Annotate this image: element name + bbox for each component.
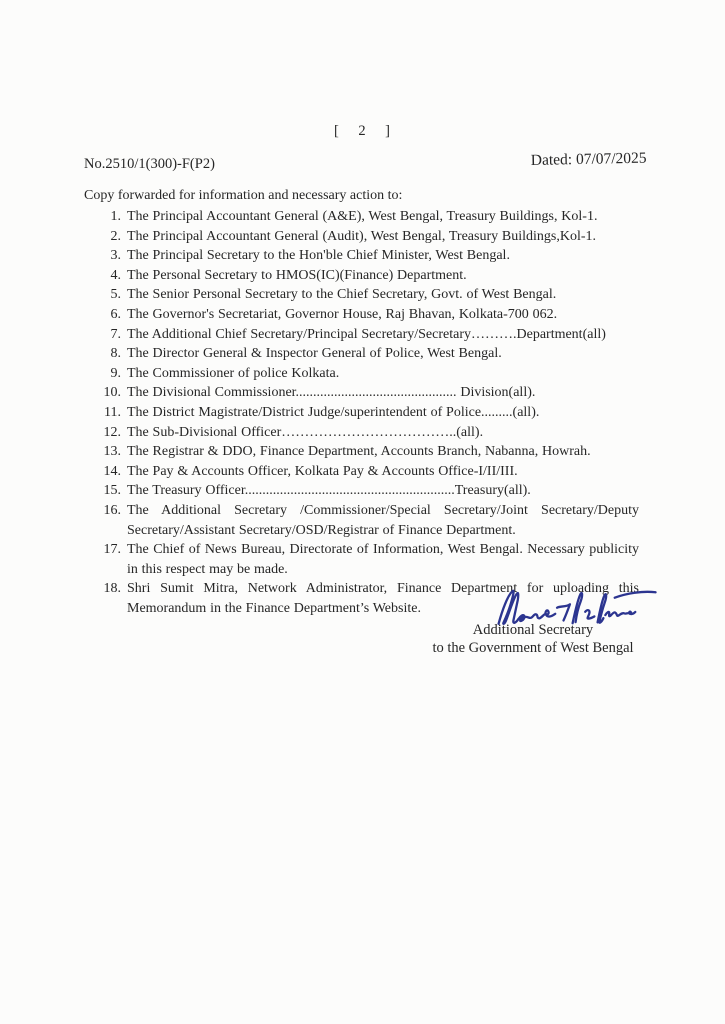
list-item-text: The Personal Secretary to HMOS(IC)(Finance) Department. (127, 267, 467, 283)
list-item (84, 364, 640, 384)
list-item-number: 11. (104, 404, 121, 420)
list-item-number: 14. (103, 463, 121, 479)
list-item-number: 10. (103, 385, 121, 401)
list-item (84, 285, 640, 305)
list-item-text: The Additional Chief Secretary/Principal Secretary/Secretary……….Department(all) (127, 326, 606, 342)
list-item-text: The Registrar & DDO, Finance Department, Accounts Branch, Nabanna, Howrah. (127, 444, 591, 460)
list-item-number: 18. (103, 581, 121, 597)
list-item-number: 9. (110, 365, 121, 381)
list-item-number: 3. (110, 248, 121, 264)
reference-number: No.2510/1(300)-F(P2) (84, 156, 215, 172)
list-item-text: The Treasury Officer............................................................Treasury(all). (127, 483, 531, 499)
list-item (84, 246, 640, 266)
list-item (84, 305, 640, 325)
list-item (84, 383, 640, 403)
forwarding-intro-line: Copy forwarded for information and necessary action to: (84, 188, 403, 203)
list-item-text: The Sub-Divisional Officer………………………………..(all). (127, 424, 484, 440)
list-item (84, 481, 640, 501)
list-item-number: 17. (103, 542, 121, 558)
list-item-number: 16. (103, 502, 121, 518)
list-item (84, 540, 640, 579)
list-item (84, 501, 640, 540)
list-item-text: Shri Sumit Mitra, Network Administrator, Finance Department for uploading this Memorandum in the Finance Department’s Website. (127, 581, 639, 616)
list-item-text: The Additional Secretary /Commissioner/Special Secretary/Joint Secretary/Deputy Secretary/Assistant Secretary/OSD/Registrar of Finance Department. (127, 502, 639, 538)
list-item-text: The Chief of News Bureau, Directorate of Information, West Bengal. Necessary publicity in this respect may be made. (127, 542, 639, 577)
list-item-number: 12. (103, 424, 121, 440)
list-item (84, 344, 640, 364)
list-item-text: The Governor's Secretariat, Governor House, Raj Bhavan, Kolkata-700 062. (127, 306, 558, 322)
list-item (84, 462, 640, 482)
list-item-text: The Pay & Accounts Officer, Kolkata Pay & Accounts Office-I/II/III. (127, 463, 518, 479)
list-item-number: 5. (110, 287, 121, 303)
list-item (84, 423, 640, 443)
list-item-text: The Principal Accountant General (Audit), West Bengal, Treasury Buildings,Kol-1. (127, 228, 596, 244)
list-item-number: 8. (110, 346, 121, 362)
list-item-text: The Commissioner of police Kolkata. (127, 365, 340, 381)
list-item-number: 4. (110, 267, 121, 283)
list-item-number: 15. (103, 483, 121, 499)
list-item-text: The Principal Accountant General (A&E), West Bengal, Treasury Buildings, Kol-1. (127, 209, 598, 224)
list-item (84, 207, 640, 227)
list-item (84, 325, 640, 345)
list-item-text: The District Magistrate/District Judge/superintendent of Police.........(all). (127, 404, 540, 420)
signatory-organization: to the Government of West Bengal (432, 640, 634, 656)
page-number: [ 2 ] (334, 123, 391, 139)
list-item-text: The Senior Personal Secretary to the Chief Secretary, Govt. of West Bengal. (127, 287, 557, 303)
list-item-number: 2. (110, 228, 121, 244)
list-item-number: 7. (110, 326, 121, 342)
list-item-number: 13. (103, 444, 121, 460)
list-item (84, 442, 640, 462)
copy-forward-list (84, 207, 640, 618)
list-item (84, 266, 640, 286)
list-item-number: 1. (110, 209, 121, 224)
list-item-text: The Director General & Inspector General of Police, West Bengal. (127, 346, 502, 362)
date-label: Dated: 07/07/2025 (530, 149, 647, 170)
list-item-text: The Principal Secretary to the Hon'ble Chief Minister, West Bengal. (127, 248, 510, 264)
list-item (84, 227, 640, 247)
list-item (84, 403, 640, 423)
list-item-text: The Divisional Commissioner.............................................. Division(all). (127, 385, 536, 401)
list-item-number: 6. (110, 306, 121, 322)
signatory-designation: Additional Secretary (472, 622, 594, 638)
